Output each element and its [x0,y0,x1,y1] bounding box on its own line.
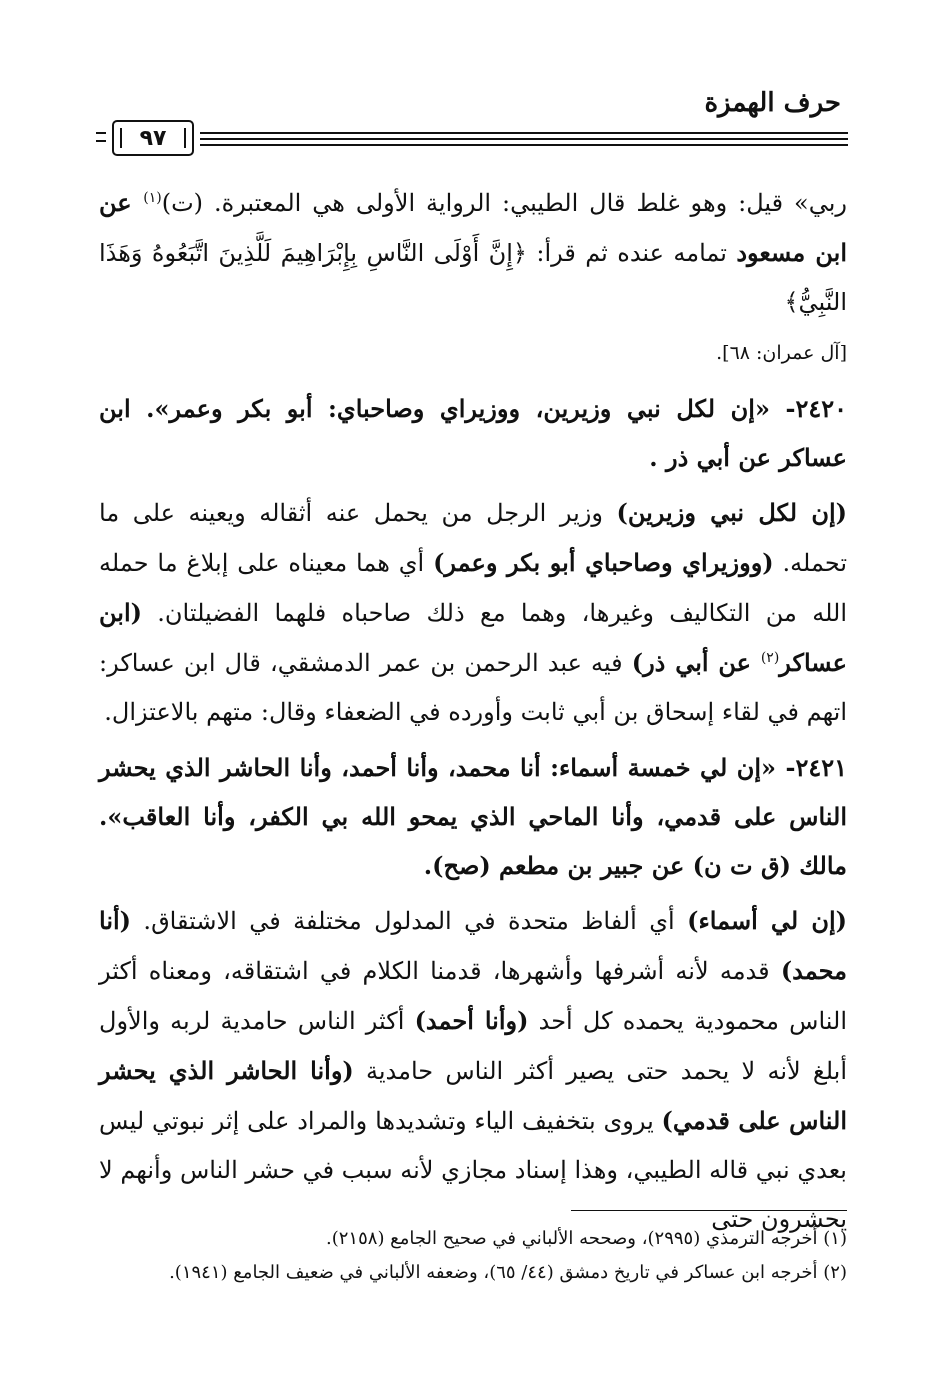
rule-line [200,144,848,146]
commentary-2420: (إن لكل نبي وزيرين) وزير الرجل من يحمل عنه أثقاله ويعينه على ما تحمله. (ووزيراي وصاحباي أبو بكر وعمر) أي هما معيناه على إبلاغ ما حمله الله من التكاليف وغيرها، وهما مع ذلك صاحباه فلهما الفضيلتان. (ابن عساكر$^{(٢)}$ عن أبي ذر) فيه عبد الرحمن بن عمر الدمشقي، قال ابن عساكر: اتهم في لقاء إسحاق بن أبي ثابت وأورده في الضعفاء وقال: متهم بالاعتزال. [99,498,848,726]
main-text [99,178,847,1244]
rule-end-mark [96,132,106,142]
header-rule [96,120,848,160]
commentary-continuation: ربي» قيل: وهو غلط قال الطيبي: الرواية الأولى هي المعتبرة. (ت)$^{(١)}$ عن ابن مسعود تمامه عنده ثم قرأ: ﴿إِنَّ أَوْلَى النَّاسِ بِإِبْرَاهِيمَ لَلَّذِينَ اتَّبَعُوهُ وَهَذَا النَّبِيُّ﴾ [آل عمران: ٦٨]. [99,188,847,364]
surah-reference: [آل عمران: ٦٨]. [716,342,847,364]
footnote-2: (٢) أخرجه ابن عساكر في تاريخ دمشق (٤٤/ ٦٥)، وضعفه الألباني في ضعيف الجامع (١٩٤١). [169,1262,847,1283]
commentary-2421: (إن لي أسماء) أي ألفاظ متحدة في المدلول مختلفة في الاشتقاق. (أنا محمد) قدمه لأنه أشرفها وأشهرها، قدمنا الكلام في اشتقاقه، ومعناه أكثر الناس محمودية يحمده كل أحد (وأنا أحمد) أكثر الناس حامدية لربه والأول أبلغ لأنه لا يحمد حتى يصير أكثر الناس حامدية (وأنا الحاشر الذي يحشر الناس على قدمي) يروى بتخفيف الياء وتشديدها والمراد على إثر نبوتي ليس بعدي نبي قاله الطيبي، وهذا إسناد مجازي لأنه سبب في حشر الناس وأنهم لا يحشرون حتى [99,906,848,1233]
footnote-ref: (٢) [760,650,780,666]
footnote-separator [571,1210,847,1211]
page-number: ٩٧ [112,120,194,156]
footnote-1: (١) أخرجه الترمذي (٢٩٩٥)، وصححه الألباني في صحيح الجامع (٢١٥٨). [326,1228,847,1249]
footnotes [99,1222,847,1290]
rule-line [200,138,848,140]
hadith-2420: ٢٤٢٠- «إن لكل نبي وزيرين، ووزيراي وصاحباي: أبو بكر وعمر». ابن عساكر عن أبي ذر . [99,394,847,472]
footnote-ref: (١) [143,190,162,206]
rule-line [200,132,848,134]
hadith-2421: ٢٤٢١- «إن لي خمسة أسماء: أنا محمد، وأنا أحمد، وأنا الحاشر الذي يحشر الناس على قدمي، وأنا الماحي الذي يمحو الله بي الكفر، وأنا العاقب». مالك (ق ت ن) عن جبير بن مطعم (صح). [99,753,848,880]
quran-verse: ﴿إِنَّ أَوْلَى النَّاسِ بِإِبْرَاهِيمَ لَلَّذِينَ اتَّبَعُوهُ وَهَذَا النَّبِيُّ﴾ [99,239,847,316]
running-title: حرف الهمزة [704,88,841,118]
